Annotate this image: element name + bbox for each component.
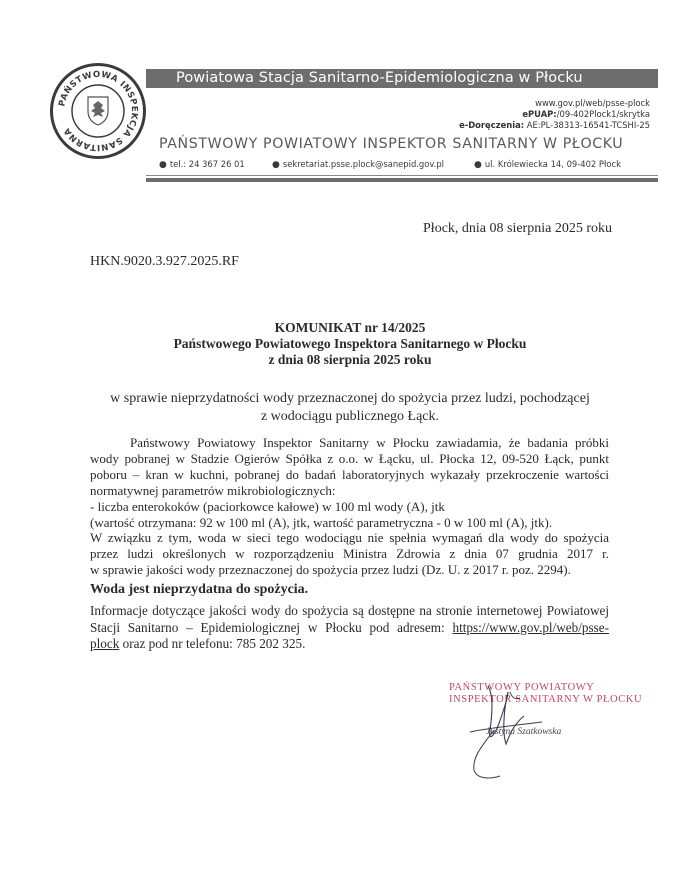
email-text: sekretariat.psse.plock@sanepid.gov.pl [282,159,444,169]
institution-name: Powiatowa Stacja Sanitarno-Epidemiologiczna w Płocku [176,70,583,86]
body-line: w sprawie jakości wody przeznaczonej do spożycia przez ludzi (Dz. U. z 2017 r. poz. 2294). [90,562,571,578]
body-line: Państwowy Powiatowy Inspektor Sanitarny w Płocku zawiadamia, że badania próbki [130,435,609,450]
address-contact [474,159,621,170]
body-line: przez ludzi określonych w rozporządzeniu Ministra Zdrowia z dnia 07 grudnia 2017 r. [90,546,609,562]
stamp-line-2: INSPEKTOR SANITARNY W PŁOCKU [449,694,643,705]
signer-name: Justyna Szatkowska [486,727,562,737]
verdict: Woda jest nieprzydatna do spożycia. [90,582,309,597]
body-line: - liczba enterokoków (paciorkowce kałowe) w 100 ml wody (A), jtk [90,498,445,514]
epuap-value: /09-402Plock1/skrytka [556,109,650,119]
info-line-2 [90,620,609,637]
address-text: ul. Królewiecka 14, 09-402 Płock [484,159,621,169]
stamp-line-1: PAŃSTWOWY POWIATOWY [449,682,595,693]
email-contact [272,159,444,170]
info-line-3 [90,636,609,653]
subject-line-1: w sprawie nieprzydatności wody przeznaczonej do spożycia przez ludzi, pochodzącej [110,391,590,406]
info-text: Stacji Sanitarno – Epidemiologicznej w Płocku pod adresem: [90,619,453,635]
handwritten-signature [440,672,580,782]
edoreczenia-line [459,120,650,130]
body-line: poboru – kran w kuchni, pobranej do badań laboratoryjnych wykazały przekroczenie wartości [90,466,609,482]
subject [90,390,610,426]
phone-text: tel.: 24 367 26 01 [169,159,245,169]
edoreczenia-value: AE:PL-38313-16541-TCSHI-25 [526,120,650,130]
subject-line-2: z wodociągu publicznego Łąck. [260,409,440,424]
svg-text:PAŃSTWOWA INSPEKCJA SANITARNA: PAŃSTWOWA INSPEKCJA SANITARNA [57,69,140,153]
heading-line-3: z dnia 08 sierpnia 2025 roku [268,352,432,367]
announcement-heading [90,320,610,368]
body-line: wody pobranej w Stadzie Ogierów Spółka z o.o. w Łącku, ul. Płocka 12, 09-520 Łąck, punkt [90,450,609,466]
inspection-seal [50,63,146,159]
info-line-1: Informacje dotyczące jakości wody do spożycia są dostępne na stronie internetowej Powiatowej [90,603,609,618]
info-paragraph [90,603,609,653]
bullet-icon: ● [159,160,167,170]
body-paragraph [90,435,609,578]
place-date: Płock, dnia 08 sierpnia 2025 roku [423,221,612,236]
phone-contact [159,159,245,170]
body-line: (wartość otrzymana: 92 w 100 ml (A), jtk, wartość parametryczna - 0 w 100 ml (A), jtk). [90,514,553,530]
inspector-title: PAŃSTWOWY POWIATOWY INSPEKTOR SANITARNY W PŁOCKU [159,136,624,152]
website-link[interactable]: https://www.gov.pl/web/psse- [452,619,609,635]
epuap-label: ePUAP: [522,109,557,119]
website-text: www.gov.pl/web/psse-plock [535,98,650,108]
header-divider-thin [146,175,658,176]
phone-info: oraz pod nr telefonu: 785 202 325. [119,636,306,651]
seal-emblem-icon [50,63,146,159]
body-line: W związku z tym, woda w sieci tego wodociągu nie spełnia wymagań dla wody do spożycia [90,530,609,546]
reference-number: HKN.9020.3.927.2025.RF [90,254,239,269]
body-line: normatywnej parametrów mikrobiologicznych: [90,482,336,498]
bullet-icon: ● [272,160,280,170]
website-link-continued[interactable]: plock [90,636,120,651]
header-divider-thick [146,178,658,182]
bullet-icon: ● [474,160,482,170]
epuap-line [522,109,650,119]
heading-line-1: KOMUNIKAT nr 14/2025 [274,320,426,335]
edoreczenia-label: e-Doręczenia: [459,120,525,130]
heading-line-2: Państwowego Powiatowego Inspektora Sanitarnego w Płocku [173,336,527,351]
